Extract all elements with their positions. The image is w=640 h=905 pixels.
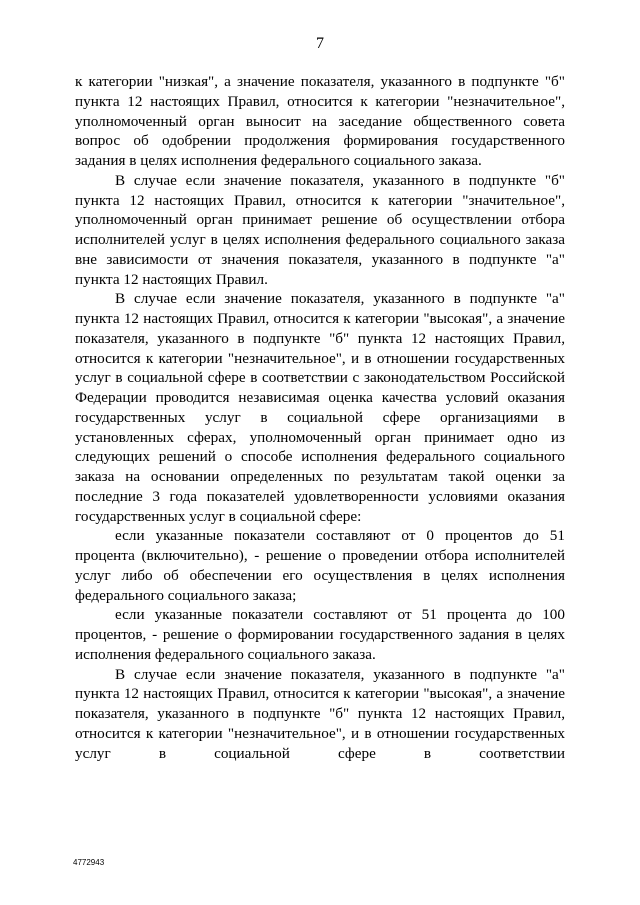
- list-item-2: если указанные показатели составляют от 51 процента до 100 процентов, - решение о формировании государственного задания в целях исполнения федерального социального заказа.: [75, 606, 565, 663]
- list-item-1: если указанные показатели составляют от 0 процентов до 51 процента (включительно), - решение о проведении отбора исполнителей услуг либо об обеспечении его осуществления в целях исполнения федерального социального заказа;: [75, 527, 565, 604]
- paragraph-1: к категории "низкая", а значение показателя, указанного в подпункте "б" пункта 12 настоящих Правил, относится к категории "незначительное", уполномоченный орган выносит на заседание общественного совета вопрос об одобрении продолжения формирования государственного задания в целях исполнения федерального социального заказа.: [75, 73, 565, 169]
- page-number: 7: [316, 35, 324, 52]
- paragraph-3: В случае если значение показателя, указанного в подпункте "а" пункта 12 настоящих Правил, относится к категории "высокая", а значение показателя, указанного в подпункте "б" пункта 12 настоящих Правил, относится к категории "незначительное", и в отношении государственных услуг в социальной сфере в соответствии с законодательством Российской Федерации проводится независимая оценка качества условий оказания государственных услуг в социальной сфере организациями в установленных сферах, уполномоченный орган принимает одно из следующих решений о способе исполнения федерального социального заказа на основании определенных по результатам такой оценки за последние 3 года показателей удовлетворенности условиями оказания государственных услуг в социальной сфере:: [75, 290, 565, 525]
- document-body: [75, 72, 565, 763]
- paragraph-4: В случае если значение показателя, указанного в подпункте "а" пункта 12 настоящих Правил, относится к категории "высокая", а значение показателя, указанного в подпункте "б" пункта 12 настоящих Правил, относится к категории "незначительное", и в отношении государственных услуг в социальной сфере в соответствии: [75, 665, 565, 762]
- paragraph-2: В случае если значение показателя, указанного в подпункте "б" пункта 12 настоящих Правил, относится к категории "значительное", уполномоченный орган принимает решение об осуществлении отбора исполнителей услуг в целях исполнения федерального социального заказа вне зависимости от значения показателя, указанного в подпункте "а" пункта 12 настоящих Правил.: [75, 171, 565, 288]
- document-code: 4772943: [73, 858, 105, 867]
